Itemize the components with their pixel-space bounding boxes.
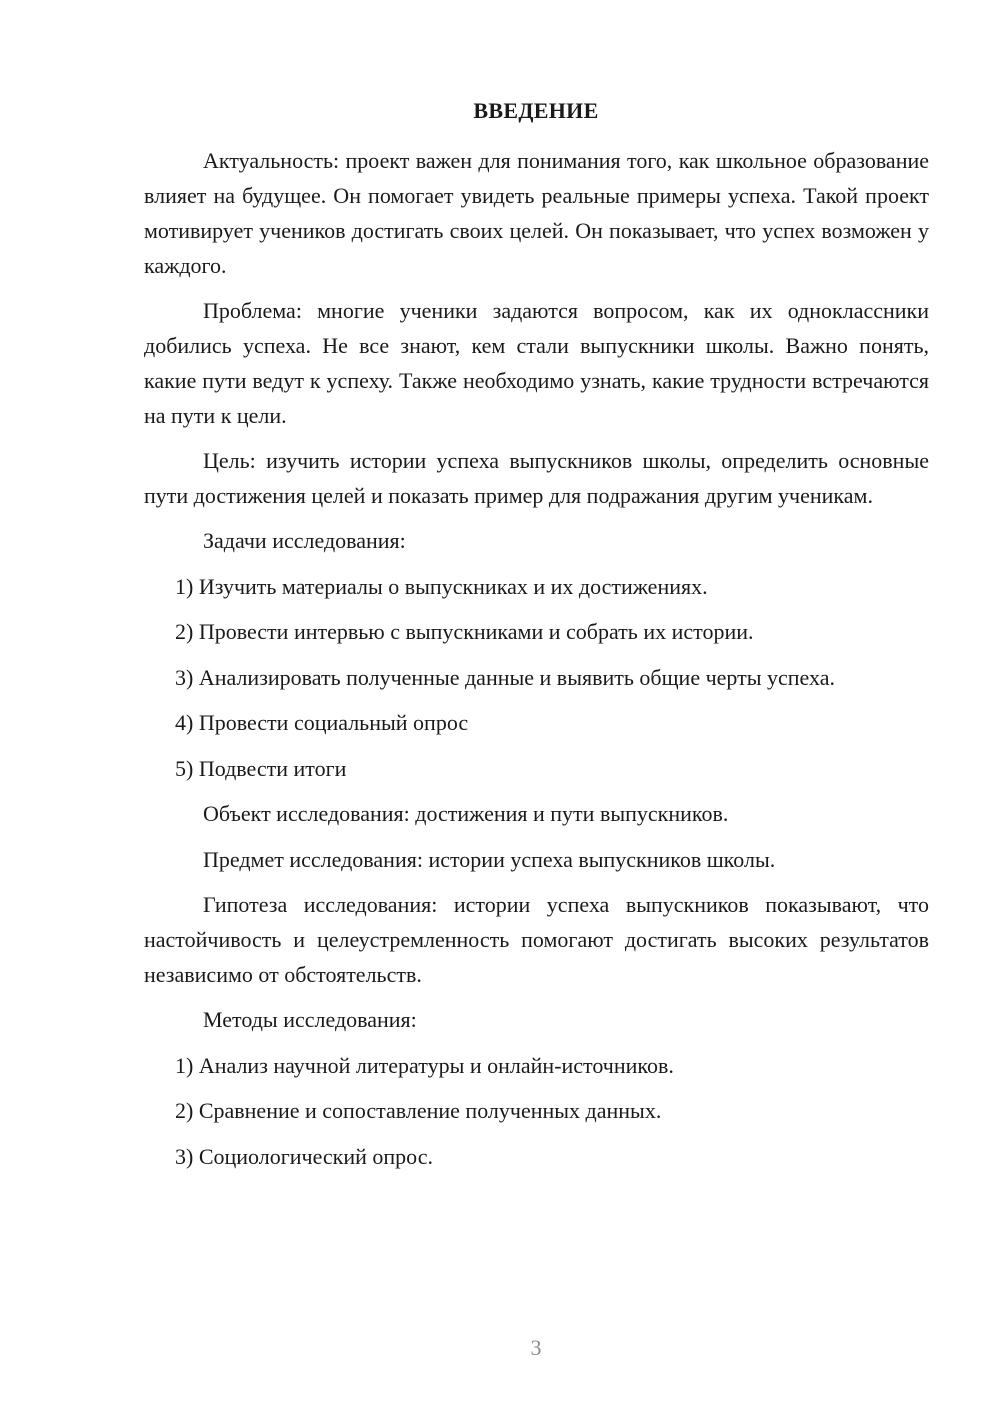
method-item-3: 3) Социологический опрос. [175, 1143, 433, 1169]
paragraph-problem: Проблема: многие ученики задаются вопросом, как их одноклассники добились успеха. Не все знают, кем стали выпускники школы. Важно понять, какие пути ведут к успеху. Также необходимо узнать, какие трудности встречаются на пути к цели. [144, 298, 929, 428]
method-item-1: 1) Анализ научной литературы и онлайн-источников. [175, 1052, 674, 1078]
page-title: ВВЕДЕНИЕ [473, 98, 599, 123]
tasks-heading: Задачи исследования: [203, 528, 406, 553]
task-item-5: 5) Подвести итоги [175, 755, 347, 781]
methods-heading: Методы исследования: [203, 1007, 417, 1032]
task-item-4: 4) Провести социальный опрос [175, 710, 469, 735]
page-body [144, 143, 929, 1184]
page-number: 3 [530, 1335, 542, 1360]
task-item-1: 1) Изучить материалы о выпускниках и их достижениях. [175, 573, 708, 599]
paragraph-hypothesis: Гипотеза исследования: истории успеха выпускников показывают, что настойчивость и целеустремленность помогают достигать высоких результатов независимо от обстоятельств. [144, 892, 929, 987]
task-item-2: 2) Провести интервью с выпускниками и собрать их истории. [175, 619, 754, 644]
research-object: Объект исследования: достижения и пути выпускников. [203, 801, 729, 826]
paragraph-relevance: Актуальность: проект важен для понимания того, как школьное образование влияет на будущее. Он помогает увидеть реальные примеры успеха. Такой проект мотивирует учеников достигать своих целей. Он показывает, что успех возможен у каждого. [144, 148, 929, 278]
paragraph-goal: Цель: изучить истории успеха выпускников школы, определить основные пути достижения целей и показать пример для подражания другим ученикам. [144, 448, 929, 508]
research-subject: Предмет исследования: истории успеха выпускников школы. [203, 846, 776, 872]
task-item-3: 3) Анализировать полученные данные и выявить общие черты успеха. [175, 664, 835, 690]
method-item-2: 2) Сравнение и сопоставление полученных данных. [175, 1098, 662, 1123]
